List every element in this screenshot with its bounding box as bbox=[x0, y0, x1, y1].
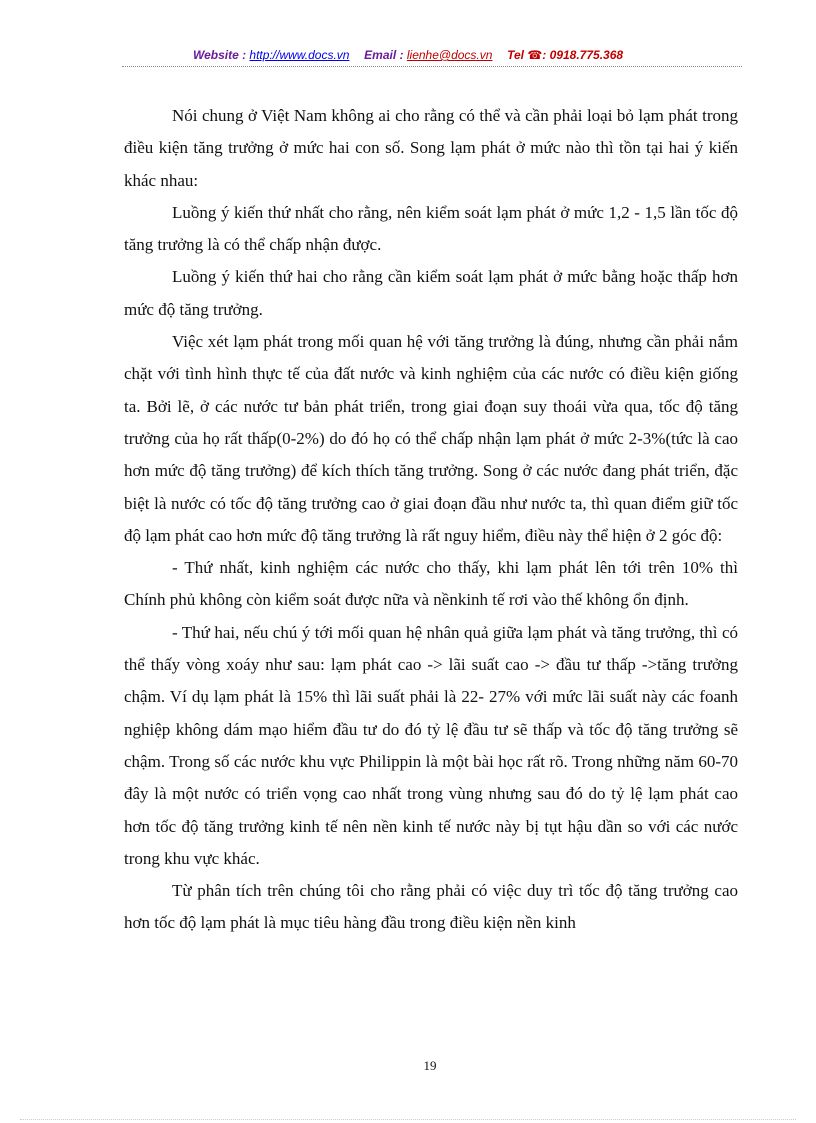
paragraph: Từ phân tích trên chúng tôi cho rằng phải có việc duy trì tốc độ tăng trưởng cao hơn tốc độ lạm phát là mục tiêu hàng đầu trong điều kiện nền kinh bbox=[124, 881, 738, 933]
tel-label: Tel ☎: bbox=[507, 48, 547, 62]
page-header bbox=[0, 48, 816, 62]
paragraph: Luồng ý kiến thứ nhất cho rằng, nên kiểm soát lạm phát ở mức 1,2 - 1,5 lần tốc độ tăng trưởng là có thể chấp nhận được. bbox=[124, 202, 738, 255]
paragraph: Việc xét lạm phát trong mối quan hệ với tăng trưởng là đúng, nhưng cần phải nắm chặt với tình hình thực tế của đất nước và kinh nghiệm của các nước có điều kiện giống ta. Bởi lẽ, ở các nước tư bản phát triển, trong giai đoạn suy thoái vừa qua, tốc độ tăng trưởng của họ rất thấp(0-2%) do đó họ có thể chấp nhận lạm phát ở mức 2-3%(tức là cao hơn mức độ tăng trưởng) để kích thích tăng trưởng. Song ở các nước đang phát triển, đặc biệt là nước có tốc độ tăng trưởng cao ở giai đoạn đầu như nước ta, thì quan điểm giữ tốc độ lạm phát cao hơn mức độ tăng trưởng là rất nguy hiểm, điều này thể hiện ở 2 góc độ: bbox=[124, 332, 738, 545]
paragraph: Luồng ý kiến thứ hai cho rằng cần kiểm soát lạm phát ở mức bằng hoặc thấp hơn mức độ tăng trưởng. bbox=[124, 267, 738, 319]
tel-value: 0918.775.368 bbox=[549, 48, 624, 62]
email-link[interactable]: lienhe@docs.vn bbox=[406, 48, 493, 62]
website-link[interactable]: http://www.docs.vn bbox=[249, 48, 350, 62]
paragraph: - Thứ nhất, kinh nghiệm các nước cho thấy, khi lạm phát lên tới trên 10% thì Chính phủ không còn kiểm soát được nữa và nềnkinh tế rơi vào thế không ổn định. bbox=[124, 558, 738, 610]
website-label: Website : bbox=[192, 48, 247, 62]
header-divider bbox=[122, 66, 742, 67]
document-body bbox=[124, 100, 738, 940]
page-number: 19 bbox=[423, 1058, 437, 1073]
paragraph: Nói chung ở Việt Nam không ai cho rằng có thể và cần phải loại bỏ lạm phát trong điều kiện tăng trưởng ở mức hai con số. Song lạm phát ở mức nào thì tồn tại hai ý kiến khác nhau: bbox=[124, 106, 738, 190]
email-label: Email : bbox=[364, 48, 404, 62]
footer-divider bbox=[20, 1119, 796, 1120]
paragraph: - Thứ hai, nếu chú ý tới mối quan hệ nhân quả giữa lạm phát và tăng trưởng, thì có thể thấy vòng xoáy như sau: lạm phát cao -> lãi suất cao -> đầu tư thấp ->tăng trưởng chậm. Ví dụ lạm phát là 15% thì lãi suất phải là 22- 27% với mức lãi suất này các foanh nghiệp không dám mạo hiểm đầu tư do đó tỷ lệ đầu tư sẽ thấp và tốc độ tăng trưởng sẽ chậm. Trong số các nước khu vực Philippin là một bài học rất rõ. Trong những năm 60-70 đây là một nước có triển vọng cao nhất trong vùng nhưng sau đó do tỷ lệ lạm phát cao hơn tốc độ tăng trưởng kinh tế nên nền kinh tế nước này bị tụt hậu dần so với các nước trong khu vực khác. bbox=[124, 622, 738, 868]
